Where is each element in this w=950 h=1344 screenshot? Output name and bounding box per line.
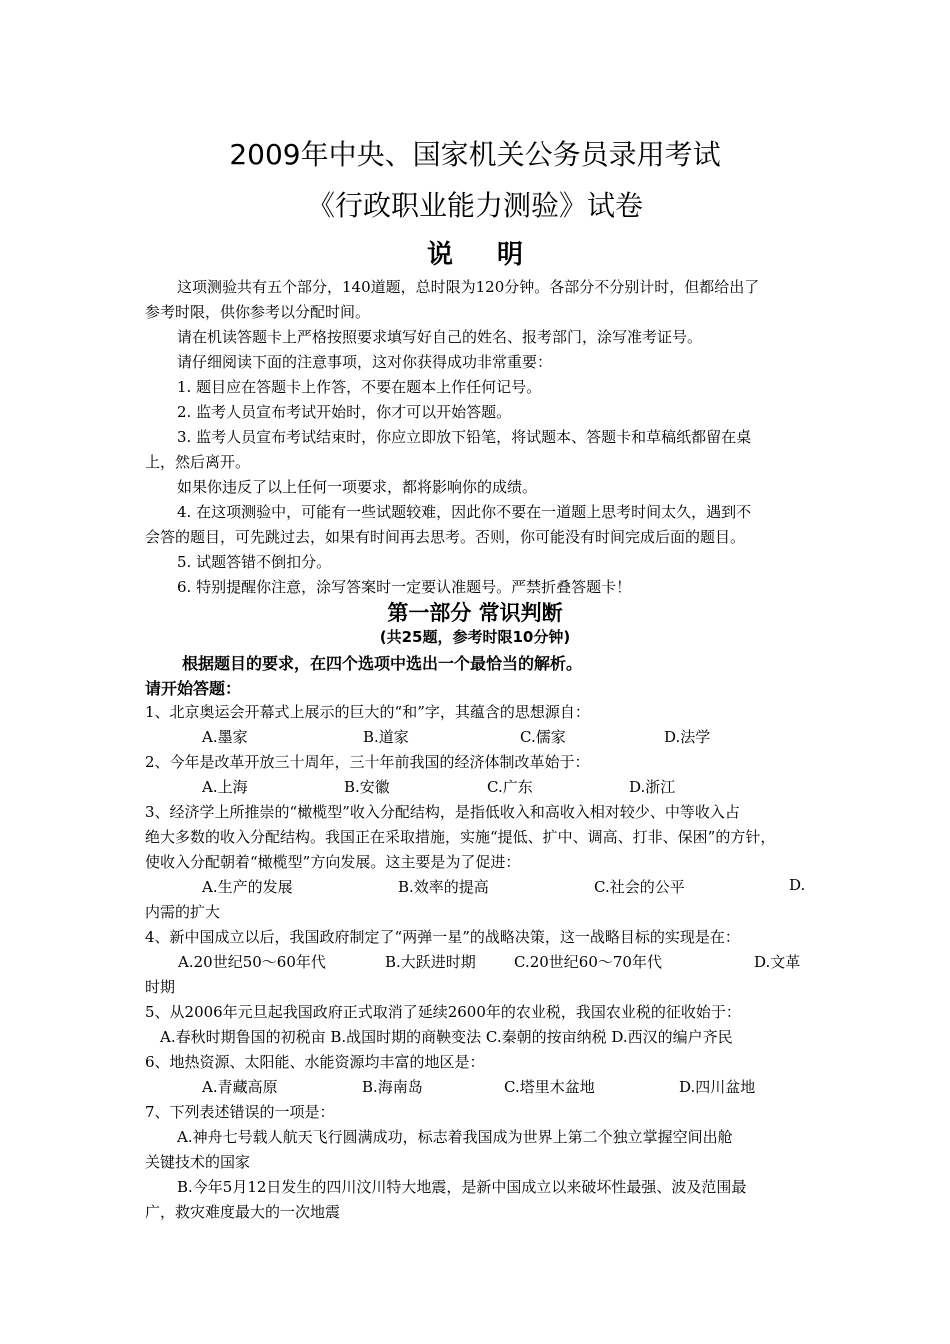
intro-paragraph-1: 这项测验共有五个部分，140道题，总时限为120分钟。各部分不分别计时，但都给出了 <box>177 278 760 296</box>
question-6: 6、地热资源、太阳能、水能资源均丰富的地区是： <box>145 1053 485 1071</box>
start-prompt: 请开始答题： <box>145 679 242 698</box>
section-1-instruction: 根据题目的要求，在四个选项中选出一个最恰当的解析。 <box>182 654 583 673</box>
intro-paragraph-2: 请在机读答题卡上严格按照要求填写好自己的姓名、报考部门，涂写准考证号。 <box>177 328 703 346</box>
q1-option-d: D.法学 <box>664 728 711 746</box>
q4-option-a: A.20世纪50～60年代 <box>178 953 326 971</box>
section-1-title: 第一部分 常识判断 <box>387 601 563 625</box>
q5-options: A.春秋时期鲁国的初税亩 B.战国时期的商鞅变法 C.秦朝的按亩纳税 D.西汉的编户齐民 <box>160 1028 733 1046</box>
exam-subject-title: 《行政职业能力测验》试卷 <box>306 189 643 222</box>
notice-3-warning: 如果你违反了以上任何一项要求，都将影响你的成绩。 <box>177 478 538 496</box>
question-3-line-3: 使收入分配朝着“橄榄型”方向发展。这主要是为了促进： <box>145 853 521 871</box>
q3-option-d-wrap: 内需的扩大 <box>145 903 221 921</box>
notice-4-cont: 会答的题目，可先跳过去，如果有时间再去思考。否则，你可能没有时间完成后面的题目。 <box>145 528 746 546</box>
exam-title: 2009年中央、国家机关公务员录用考试 <box>229 138 721 171</box>
q6-option-a: A.青藏高原 <box>202 1078 278 1096</box>
q1-option-a: A.墨家 <box>202 728 248 746</box>
q6-option-c: C.塔里木盆地 <box>504 1078 595 1096</box>
notice-3-cont: 上，然后离开。 <box>145 453 251 471</box>
question-2: 2、今年是改革开放三十周年，三十年前我国的经济体制改革始于： <box>145 753 590 771</box>
q3-option-b: B.效率的提高 <box>398 878 489 896</box>
q6-option-b: B.海南岛 <box>362 1078 423 1096</box>
q6-option-d: D.四川盆地 <box>679 1078 756 1096</box>
q1-option-b: B.道家 <box>363 728 409 746</box>
notice-2: 2. 监考人员宣布考试开始时，你才可以开始答题。 <box>177 403 512 421</box>
notice-4: 4. 在这项测验中，可能有一些试题较难，因此你不要在一道题上思考时间太久，遇到不 <box>177 503 752 521</box>
q2-option-b: B.安徽 <box>344 778 390 796</box>
notice-6: 6. 特别提醒你注意，涂写答案时一定要认准题号。严禁折叠答题卡！ <box>177 578 632 596</box>
q3-option-c: C.社会的公平 <box>594 878 685 896</box>
q2-option-c: C.广东 <box>487 778 533 796</box>
notice-1: 1. 题目应在答题卡上作答，不要在题本上作任何记号。 <box>177 378 542 396</box>
q7-option-a: A.神舟七号载人航天飞行圆满成功，标志着我国成为世界上第二个独立掌握空间出舱 <box>177 1128 733 1146</box>
q4-option-d-wrap: 时期 <box>145 978 176 996</box>
q1-option-c: C.儒家 <box>520 728 566 746</box>
q7-option-b: B.今年5月12日发生的四川汶川特大地震，是新中国成立以来破坏性最强、波及范围最 <box>177 1178 747 1196</box>
question-5: 5、从2006年元旦起我国政府正式取消了延续2600年的农业税，我国农业税的征收始于： <box>145 1003 741 1021</box>
q4-option-c: C.20世纪60～70年代 <box>514 953 662 971</box>
question-4: 4、新中国成立以后，我国政府制定了“两弹一星”的战略决策，这一战略目标的实现是在： <box>145 928 740 946</box>
notice-3: 3. 监考人员宣布考试结束时，你应立即放下铅笔，将试题本、答题卡和草稿纸都留在桌 <box>177 428 752 446</box>
q7-option-b-cont: 广，救灾难度最大的一次地震 <box>145 1203 341 1221</box>
instructions-heading: 说明 <box>426 240 567 270</box>
q3-option-a: A.生产的发展 <box>202 878 293 896</box>
q4-option-b: B.大跃进时期 <box>385 953 476 971</box>
intro-paragraph-1-cont: 参考时限，供你参考以分配时间。 <box>145 303 371 321</box>
question-1: 1、北京奥运会开幕式上展示的巨大的“和”字，其蕴含的思想源自： <box>145 703 590 721</box>
q2-option-a: A.上海 <box>202 778 248 796</box>
q2-option-d: D.浙江 <box>629 778 676 796</box>
q3-option-d: D. <box>789 876 806 894</box>
q4-option-d: D.文革 <box>754 953 801 971</box>
question-3-line-2: 绝大多数的收入分配结构。我国正在采取措施，实施“提低、扩中、调高、打非、保困”的方针， <box>145 828 776 846</box>
q7-option-a-cont: 关键技术的国家 <box>145 1153 251 1171</box>
question-7: 7、下列表述错误的一项是： <box>145 1103 335 1121</box>
section-1-subtitle: (共25题，参考时限10分钟) <box>379 628 571 646</box>
intro-paragraph-3: 请仔细阅读下面的注意事项，这对你获得成功非常重要： <box>177 353 553 371</box>
question-3: 3、经济学上所推崇的“橄榄型”收入分配结构，是指低收入和高收入相对较少、中等收入占 <box>145 803 740 821</box>
notice-5: 5. 试题答错不倒扣分。 <box>177 553 332 571</box>
